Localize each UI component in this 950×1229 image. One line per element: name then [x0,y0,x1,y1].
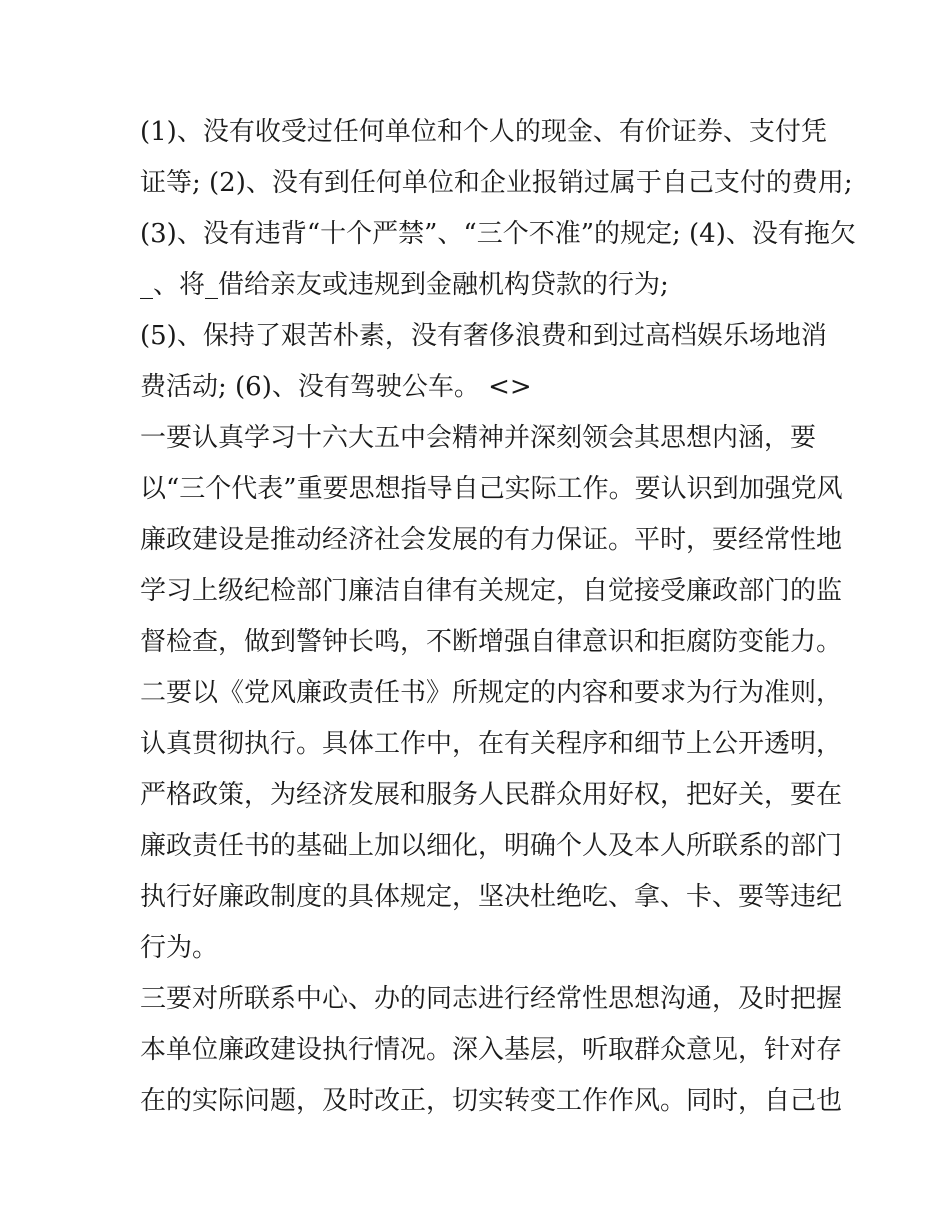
text-line: 证等; (2)、没有到任何单位和企业报销过属于自己支付的费用; [140,168,853,198]
text-line: 一要认真学习十六大五中会精神并深刻领会其思想内涵，要 [140,423,817,453]
text-line: 学习上级纪检部门廉洁自律有关规定，自觉接受廉政部门的监 [140,576,843,606]
text-line: 执行好廉政制度的具体规定，坚决杜绝吃、拿、卡、要等违纪 [140,882,843,912]
text-line: 二要以《党风廉政责任书》所规定的内容和要求为行为准则， [140,678,843,708]
text-line: (3)、没有违背“十个严禁”、“三个不准”的规定; (4)、没有拖欠 [140,219,856,249]
text-line: 认真贯彻执行。具体工作中，在有关程序和细节上公开透明， [140,729,843,759]
text-line: 督检查，做到警钟长鸣，不断增强自律意识和拒腐防变能力。 [140,627,843,657]
document-body [140,107,856,1127]
text-line: 本单位廉政建设执行情况。深入基层，听取群众意见，针对存 [140,1035,843,1065]
text-line: 费活动; (6)、没有驾驶公车。 <> [140,372,532,402]
text-line: 以“三个代表”重要思想指导自己实际工作。要认识到加强党风 [140,474,843,504]
text-line: 在的实际问题，及时改正，切实转变工作作风。同时，自己也 [140,1086,843,1116]
text-line: 行为。 [140,933,219,963]
text-line: (5)、保持了艰苦朴素，没有奢侈浪费和到过高档娱乐场地消 [140,321,827,351]
text-line: (1)、没有收受过任何单位和个人的现金、有价证券、支付凭 [140,117,827,147]
text-line: 三要对所联系中心、办的同志进行经常性思想沟通，及时把握 [140,984,843,1014]
text-line: 廉政建设是推动经济社会发展的有力保证。平时，要经常性地 [140,525,843,555]
text-line: 严格政策，为经济发展和服务人民群众用好权，把好关，要在 [140,780,843,810]
text-line: _、将_借给亲友或违规到金融机构贷款的行为; [140,270,669,300]
text-line: 廉政责任书的基础上加以细化，明确个人及本人所联系的部门 [140,831,843,861]
